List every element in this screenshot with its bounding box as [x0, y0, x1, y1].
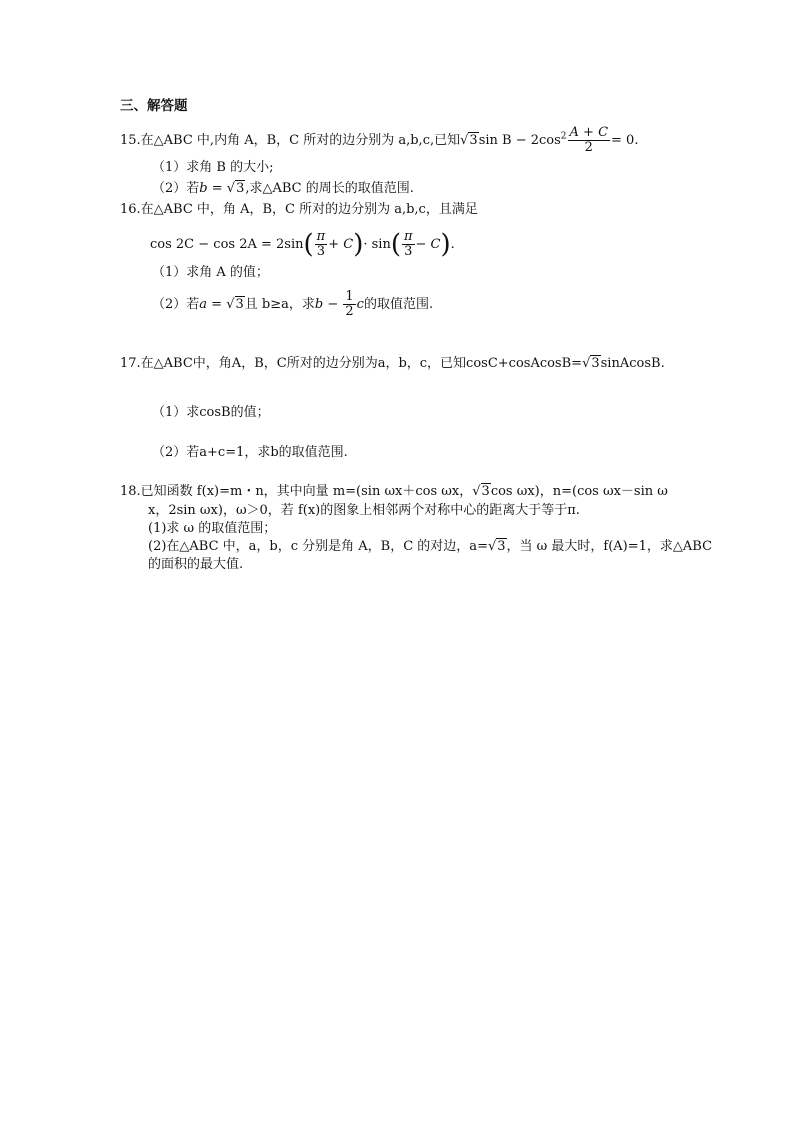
- q17-stem: 17.在△ABC中，角A，B，C所对的边分别为a，b，c，已知cosC+cosAcosB=√3sinAcosB.: [120, 356, 665, 371]
- q15-period: .: [634, 133, 639, 148]
- q16-one-half: $\frac{1}{2}$: [345, 289, 354, 319]
- q16-equation: cos 2C − cos 2A = 2sin( $\frac{\pi}{3}$ + C)· sin( $\frac{\pi}{3}$ − C).: [150, 229, 455, 260]
- section-title: 三、解答题: [120, 98, 188, 114]
- q15-sqrt3: 3: [469, 133, 478, 148]
- q15-part1: （1）求角 B 的大小;: [152, 160, 274, 175]
- q15-fraction: $\frac{A + C}{2}$: [569, 125, 609, 155]
- q18-line2: x，2sin ωx)，ω＞0，若 f(x)的图象上相邻两个对称中心的距离大于等于π.: [148, 503, 580, 518]
- q18-line1: 18.已知函数 f(x)=m・n，其中向量 m=(sin ωx＋cos ωx，√3cos ωx)，n=(cos ωx－sin ω: [120, 484, 668, 499]
- q15-eq-mid: sin B − 2cos: [478, 133, 561, 148]
- q15-part2: （2）若b = √3,求△ABC 的周长的取值范围.: [152, 181, 414, 196]
- q15-stem: [120, 126, 638, 155]
- q17-part2: （2）若a+c=1，求b的取值范围.: [152, 445, 348, 460]
- q16-part1: （1）求角 A 的值；: [152, 265, 269, 280]
- q15-eq-end: = 0: [611, 133, 635, 148]
- q18-part2: (2)在△ABC 中，a，b，c 分别是角 A，B，C 的对边，a=√3，当 ω 最大时，f(A)=1，求△ABC: [148, 539, 713, 554]
- q15-p2-b: b =: [199, 181, 227, 196]
- q15-stem-text: 15.在△ABC 中,内角 A，B，C 所对的边分别为 a,b,c,已知: [120, 133, 461, 148]
- q18-part1: (1)求 ω 的取值范围；: [148, 521, 277, 536]
- q16-stem: 16.在△ABC 中，角 A，B，C 所对的边分别为 a,b,c，且满足: [120, 202, 478, 217]
- q18-part2-cont: 的面积的最大值.: [148, 557, 244, 572]
- q17-part1: （1）求cosB的值；: [152, 405, 270, 420]
- q16-pi-over-3-b: $\frac{\pi}{3}$: [403, 229, 413, 259]
- q15-eq-sup: 2: [560, 131, 567, 142]
- q15-equation: √3sin $B - 2\cos^2$ $\frac{A + C}{2}$ = 0: [460, 125, 635, 155]
- q16-pi-over-3-a: $\frac{\pi}{3}$: [316, 229, 326, 259]
- q16-part2: （2）若a = √3且 b≥a，求b − $\frac{1}{2}$ c的取值范围.: [152, 289, 434, 319]
